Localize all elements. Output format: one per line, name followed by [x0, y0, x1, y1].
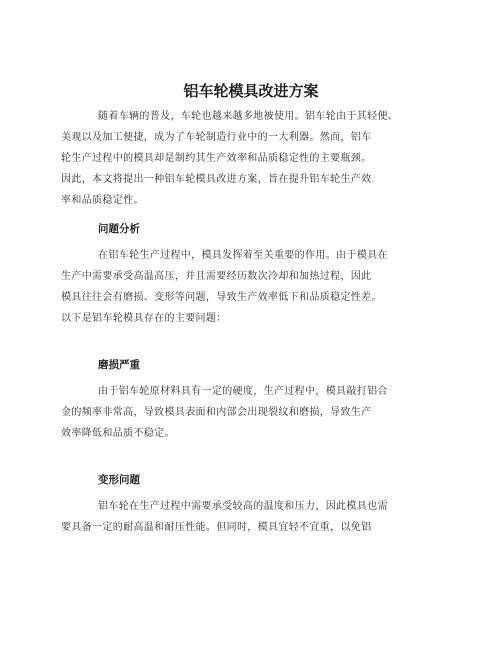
section-heading-wear: 磨损严重: [98, 359, 140, 371]
wear-line-3: 效率降低和品质不稳定。: [61, 428, 175, 439]
document-title: 铝车轮模具改进方案: [183, 82, 319, 100]
wear-line-1: 由于铝车轮原材料具有一定的硬度，生产过程中，模具敲打铝合: [98, 386, 388, 397]
deform-line-2: 要具备一定的耐高温和耐压性能。但同时，模具宜轻不宜重，以免铝: [61, 522, 372, 533]
intro-line-2: 美观以及加工便捷，成为了车轮制造行业中的一大利器。然而，铝车: [61, 132, 372, 143]
intro-line-3: 轮生产过程中的模具却是制约其生产效率和品质稳定性的主要瓶颈。: [61, 153, 372, 164]
problem-line-3: 模具往往会有磨损、变形等问题，导致生产效率低下和品质稳定性差。: [61, 292, 382, 303]
problem-line-4: 以下是铝车轮模具存在的主要问题：: [61, 313, 227, 324]
intro-line-5: 率和品质稳定性。: [61, 195, 144, 206]
intro-line-4: 因此，本文将提出一种铝车轮模具改进方案，旨在提升铝车轮生产效: [61, 174, 372, 185]
problem-line-2: 生产中需要承受高温高压，并且需要经历数次冷却和加热过程，因此: [61, 271, 372, 282]
section-heading-deform: 变形问题: [98, 474, 140, 486]
deform-line-1: 铝车轮在生产过程中需要承受较高的温度和压力，因此模具也需: [98, 501, 388, 512]
section-heading-problem: 问题分析: [98, 223, 140, 235]
intro-line-1: 随着车辆的普及，车轮也越来越多地被使用。铝车轮由于其轻便、: [98, 111, 399, 122]
problem-line-1: 在铝车轮生产过程中，模具发挥着至关重要的作用。由于模具在: [98, 250, 388, 261]
wear-line-2: 金的频率非常高，导致模具表面和内部会出现裂纹和磨损，导致生产: [61, 407, 372, 418]
